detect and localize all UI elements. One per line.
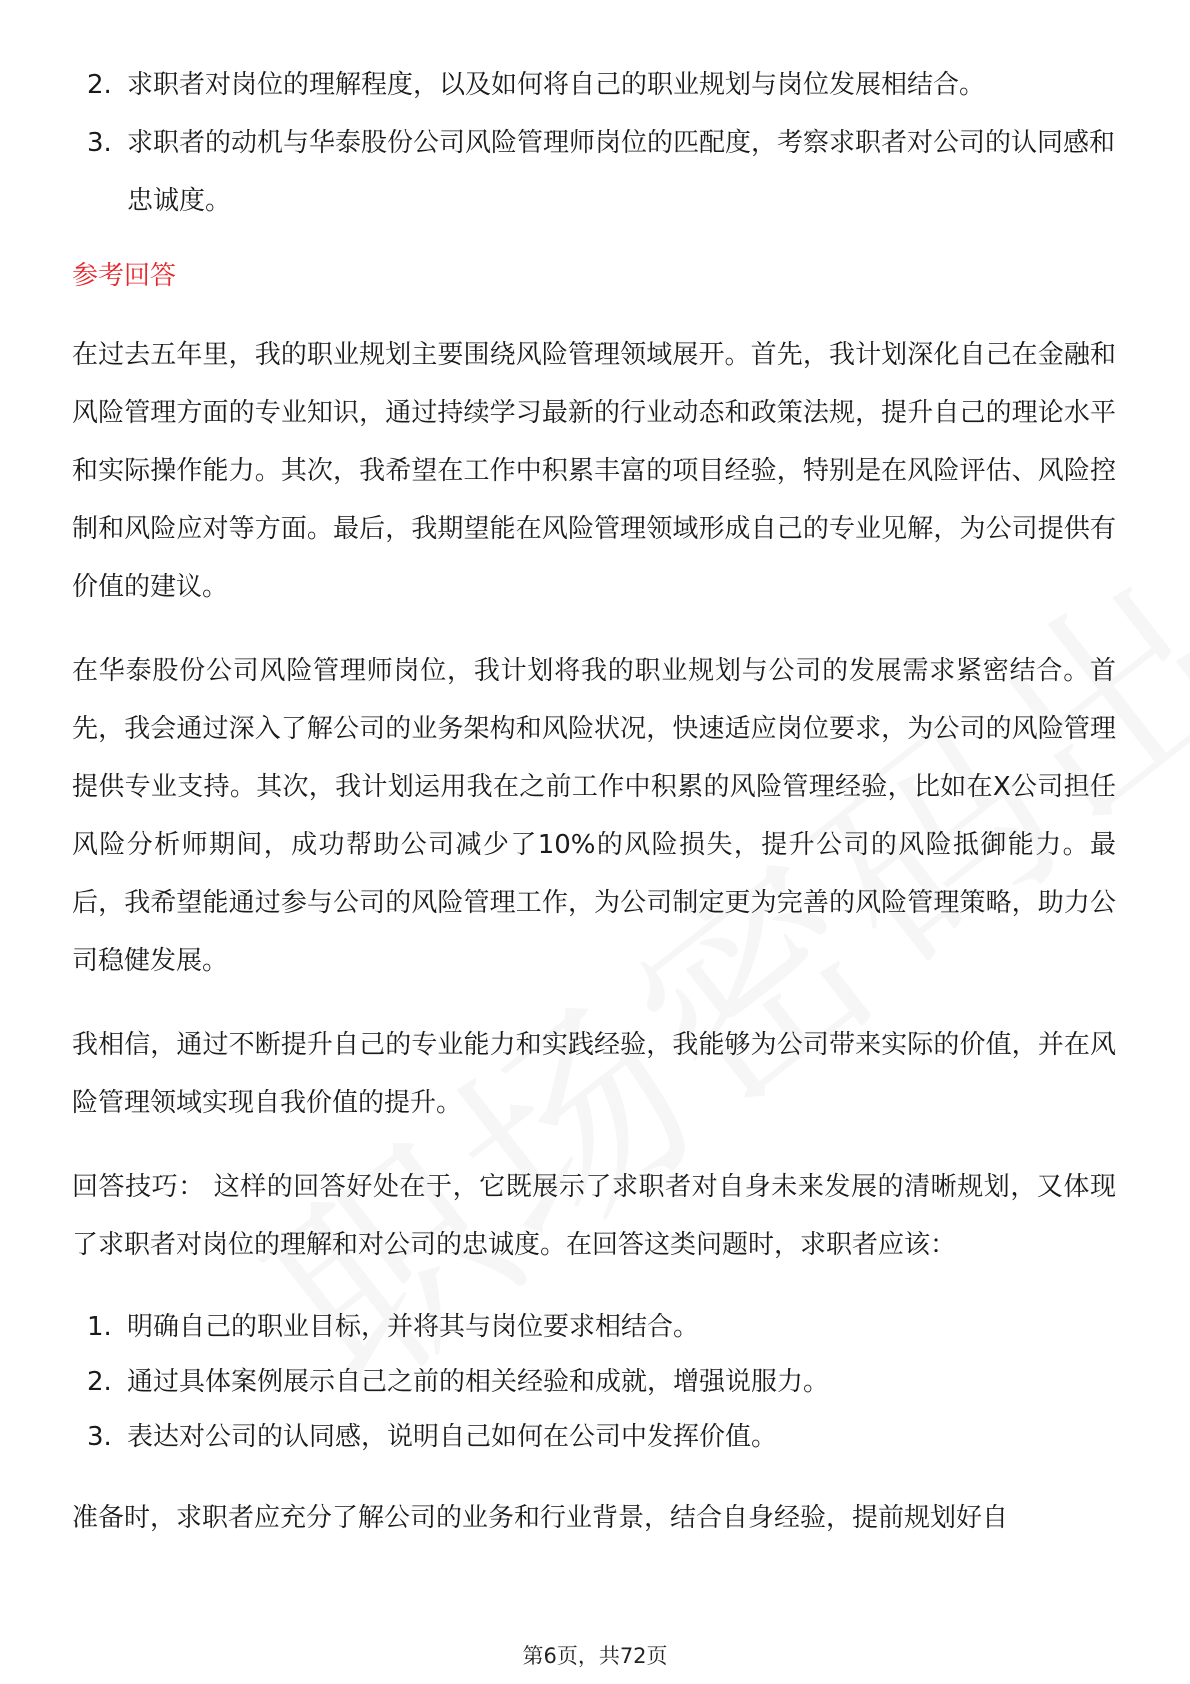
answer-paragraph-1: 在过去五年里，我的职业规划主要围绕风险管理领域展开。首先，我计划深化自己在金融和风险管理方面的专业知识，通过持续学习最新的行业动态和政策法规，提升自己的理论水平和实际操作能力。其次，我希望在工作中积累丰富的项目经验，特别是在风险评估、风险控制和风险应对等方面。最后，我期望能在风险管理领域形成自己的专业见解，为公司提供有价值的建议。 (72, 340, 1116, 602)
list-item-number: 2. (87, 1367, 112, 1397)
answer-paragraph-2: 在华泰股份公司风险管理师岗位，我计划将我的职业规划与公司的发展需求紧密结合。首先，我会通过深入了解公司的业务架构和风险状况，快速适应岗位要求，为公司的风险管理提供专业支持。其次，我计划运用我在之前工作中积累的风险管理经验，比如在X公司担任风险分析师期间，成功帮助公司减少了10%的风险损失，提升公司的风险抵御能力。最后，我希望能通过参与公司的风险管理工作，为公司制定更为完善的风险管理策略，助力公司稳健发展。 (72, 656, 1116, 976)
answer-tips-paragraph: 回答技巧： 这样的回答好处在于，它既展示了求职者对自身未来发展的清晰规划，又体现了求职者对岗位的理解和对公司的忠诚度。在回答这类问题时，求职者应该： (72, 1172, 1116, 1260)
reference-answer-heading: 参考回答 (72, 261, 177, 291)
list-item (72, 1410, 1116, 1465)
list-item-number: 3. (87, 128, 112, 158)
tips-list (72, 1300, 1116, 1465)
list-item (72, 1300, 1116, 1355)
list-item-text: 通过具体案例展示自己之前的相关经验和成就，增强说服力。 (127, 1367, 830, 1397)
list-item (72, 1355, 1116, 1410)
list-item (72, 56, 1116, 114)
document-page (72, 56, 1116, 1573)
list-item-text: 求职者对岗位的理解程度，以及如何将自己的职业规划与岗位发展相结合。 (127, 70, 986, 100)
list-item-text: 表达对公司的认同感，说明自己如何在公司中发挥价值。 (127, 1422, 778, 1452)
page-number-footer: 第6页，共72页 (522, 1644, 668, 1668)
intro-list (72, 56, 1116, 230)
list-item-text: 明确自己的职业目标，并将其与岗位要求相结合。 (127, 1312, 700, 1342)
list-item-number: 2. (87, 70, 112, 100)
list-item-number: 3. (87, 1422, 112, 1452)
list-item (72, 114, 1116, 230)
list-item-text: 求职者的动机与华泰股份公司风险管理师岗位的匹配度，考察求职者对公司的认同感和忠诚度。 (127, 128, 1116, 216)
answer-paragraph-3: 我相信，通过不断提升自己的专业能力和实践经验，我能够为公司带来实际的价值，并在风险管理领域实现自我价值的提升。 (72, 1030, 1116, 1118)
preparation-paragraph: 准备时，求职者应充分了解公司的业务和行业背景，结合自身经验，提前规划好自 (72, 1503, 1009, 1533)
list-item-number: 1. (87, 1312, 112, 1342)
